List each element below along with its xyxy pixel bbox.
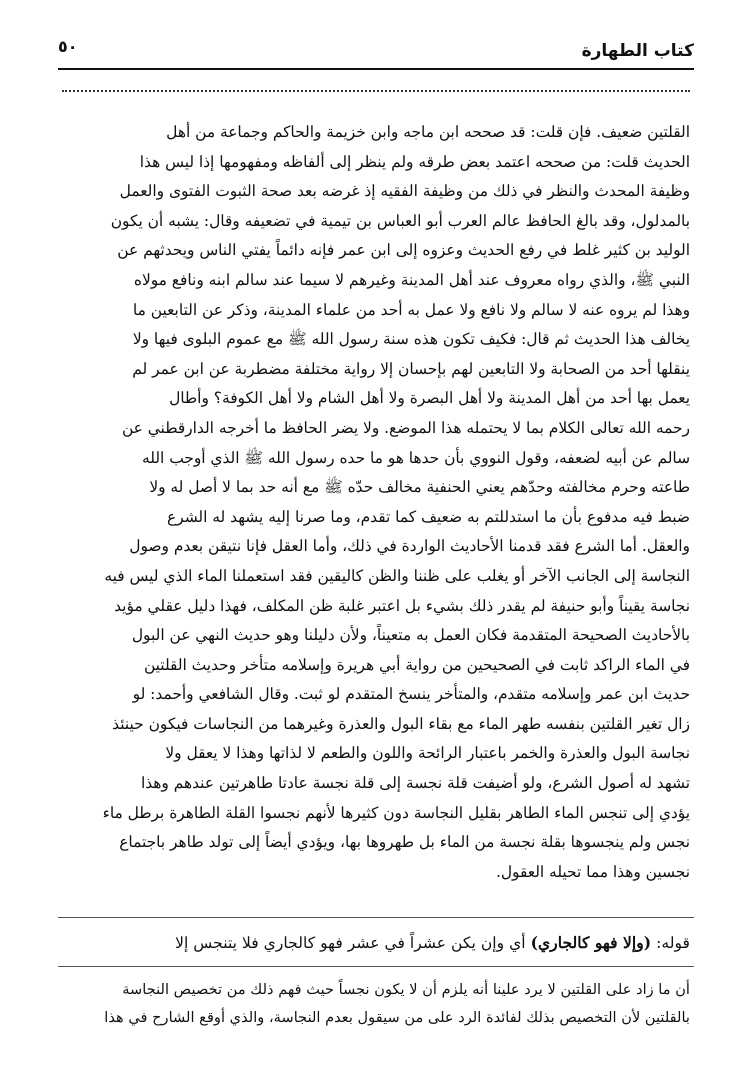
text-line: سالم عن أبيه لضعفه، وقول النووي بأن حدها هو ما حده رسول الله ﷺ الذي أوجب الله <box>141 448 690 467</box>
text-line: وهذا لم يروه عنه لا سالم ولا نافع ولا عمل به أحد من علماء المدينة، وذكر عن التابعين ما <box>132 300 690 319</box>
quote-prefix: قوله: <box>651 934 690 952</box>
text-line: طاعته وحرم مخالفته وحدّهم يعني الحنفية مخالف حدّه ﷺ مع أنه حد بما لا أصل له ولا <box>149 478 690 497</box>
text-line: وظيفة المحدث والنظر في ذلك من وظيفة الفقيه إذ غرضه بعد صحة الثبوت الفتوى والعمل <box>119 182 690 201</box>
header-rule <box>58 68 694 70</box>
section-rule <box>58 917 694 918</box>
footnote-block <box>62 976 690 1032</box>
text-line: ضبط فيه مدفوع بأن ما استدللتم به ضعيف كما تقدم، وما صرنا إليه يشهد له الشرع <box>167 507 690 526</box>
main-text-block <box>62 118 690 887</box>
text-line: حديث ابن عمر وإسلامه متقدم، والمتأخر ينسخ المتقدم لو ثبت. وقال الشافعي وأحمد: لو <box>132 685 690 704</box>
footnote-rule <box>58 966 694 967</box>
text-line: الوليد بن كثير غلط في رفع الحديث وعزوه إلى ابن عمر فإنه دائماً يفتي الناس ويحدثهم عن <box>117 241 690 260</box>
text-line: بالمدلول، وقد بالغ الحافظ عالم العرب أبو العباس بن تيمية في تضعيفه وقال: يشبه أن يكون <box>110 211 690 230</box>
text-line: نجسين وهذا مما تحيله العقول. <box>495 862 690 881</box>
page-header <box>58 30 694 70</box>
text-line: القلتين ضعيف. فإن قلت: قد صححه ابن ماجه وابن خزيمة والحاكم وجماعة من أهل <box>166 123 690 141</box>
text-line: يؤدي إلى تنجس الماء الطاهر بقليل النجاسة دون كثيرها لأنهم نجسوا القلة الطاهرة برطل ماء <box>102 803 690 822</box>
quote-rest: أي وإن يكن عشراً في عشر فهو كالجاري فلا يتنجس إلا <box>175 934 531 952</box>
text-line: والعقل. أما الشرع فقد قدمنا الأحاديث الواردة في ذلك، وأما العقل فإنا نتيقن بعدم وصول <box>129 537 690 556</box>
text-line: بالأحاديث الصحيحة المتقدمة فكان العمل به متعيناً، ولأن دليلنا وهو حديث النهي عن البول <box>131 626 690 645</box>
page-number: ٥٠ <box>58 37 78 56</box>
text-line: الحديث قلت: من صححه اعتمد بعض طرقه ولم ينظر إلى ألفاظه ومفهومها إذا ليس هذا <box>139 152 690 171</box>
text-line: ينقلها أحد من الصحابة ولا التابعين لهم بإحسان إلا رواية مختلفة مضطربة عن ابن عمر لم <box>132 359 690 378</box>
footnote-line: أن ما زاد على القلتين لا يرد علينا أنه يلزم أن لا يكون نجساً حيث فهم ذلك من تخصيص النجاسة <box>122 981 690 998</box>
text-line: النجاسة إلى الجانب الآخر أو يغلب على ظننا والظن كاليقين فقد استعملنا الماء الذي ليس فيه <box>104 566 690 585</box>
text-line: يعمل بها أحد من أهل المدينة ولا أهل البصرة ولا أهل الشام ولا أهل الكوفة؟ وأطال <box>169 389 690 408</box>
quote-lead: (وإلا فهو كالجاري) <box>530 933 652 952</box>
text-line: نجاسة البول والعذرة والخمر باعتبار الرائحة واللون والطعم لا لذاتها وهذا لا يعقل ولا <box>165 744 690 763</box>
footnote-line: بالقلتين لأن التخصيص بذلك لفائدة الرد على من سيقول بعدم النجاسة، والذي أوقع الشارح في هذا <box>104 1009 690 1026</box>
text-line: نجاسة يقيناً وأبو حنيفة لم يقدر ذلك بشيء بل اعتبر غلبة ظن المكلف، فهذا دليل عقلي مؤيد <box>114 596 690 615</box>
text-line: نجس ولم ينجسوها بقلة نجسة من الماء بل طهروها بها، ويؤدي أيضاً إلى تولد طاهر باجتماع <box>119 833 690 852</box>
chapter-title: كتاب الطهارة <box>581 41 694 61</box>
commentary-quote <box>62 928 690 958</box>
text-line: في الماء الراكد ثابت في الصحيحين من رواية أبي هريرة وإسلامه متأخر وحديث القلتين <box>143 655 690 674</box>
text-line: تشهد له أصول الشرع، ولو أضيفت قلة نجسة إلى قلة نجسة عادتا طاهرتين عندهم وهذا <box>140 774 690 793</box>
text-line: زال تغير القلتين بنفسه طهر الماء مع بقاء البول والعذرة وغيرهما من النجاسات فيكون حينئذ <box>112 714 690 733</box>
text-line: يخالف هذا الحديث ثم قال: فكيف تكون هذه سنة رسول الله ﷺ مع عموم البلوى فيها ولا <box>132 330 690 349</box>
text-line: النبي ﷺ، والذي رواه معروف عند أهل المدينة وغيرهم لا سيما عند سالم ابنه ونافع مولاه <box>133 270 690 289</box>
dotted-separator <box>62 90 690 92</box>
text-line: رحمه الله تعالى الكلام بما لا يحتمله هذا الموضع. ولا يضر الحافظ ما أخرجه الدارقطني عن <box>121 418 690 437</box>
